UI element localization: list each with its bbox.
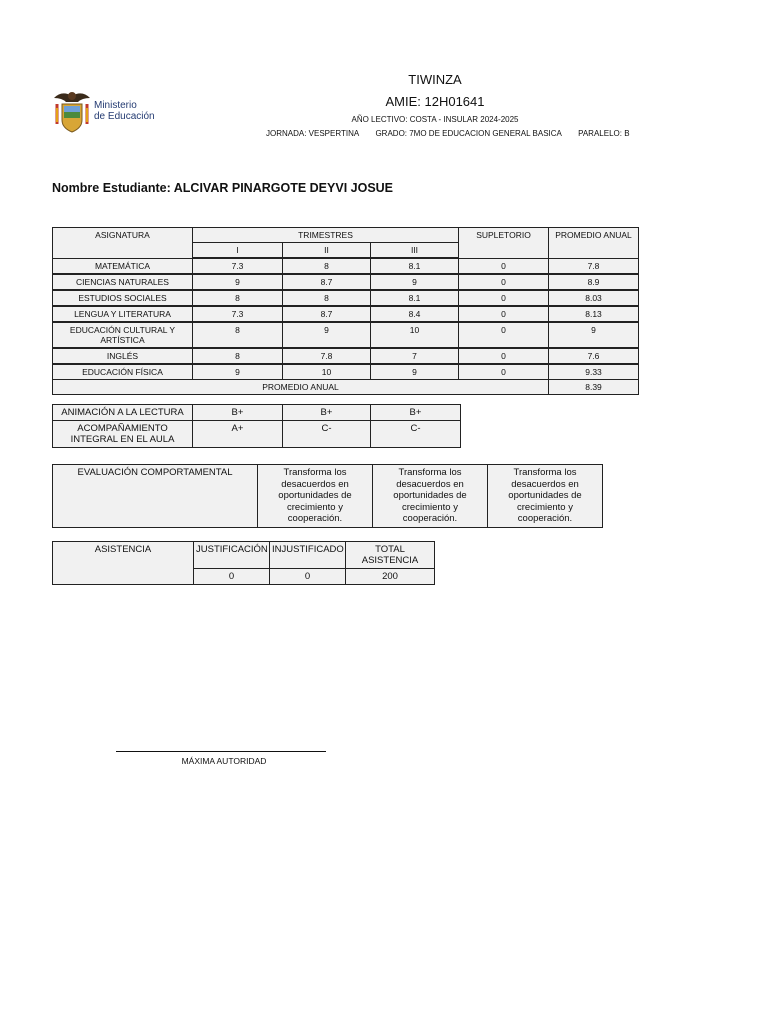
- header-justified: JUSTIFICACIÓN: [194, 542, 270, 569]
- grado: GRADO: 7MO DE EDUCACION GENERAL BASICA: [375, 129, 562, 138]
- header-details: [266, 129, 644, 138]
- amie-code: AMIE: 12H01641: [385, 94, 485, 109]
- average-cell: 8.03: [549, 290, 639, 306]
- table-row: [53, 274, 639, 290]
- qualitative-label: ACOMPAÑAMIENTO INTEGRAL EN EL AULA: [53, 421, 193, 448]
- average-cell: 7.6: [549, 348, 639, 364]
- qualitative-label: ANIMACIÓN A LA LECTURA: [53, 405, 193, 421]
- subject-cell: CIENCIAS NATURALES: [53, 274, 193, 290]
- total-row: [53, 380, 639, 395]
- attendance-table: [52, 541, 435, 585]
- term-1-cell: 7.3: [193, 306, 283, 322]
- behavior-term-3: Transforma los desacuerdos en oportunidades de crecimiento y cooperación.: [488, 465, 603, 528]
- header-term-3: III: [371, 243, 459, 259]
- supletorio-cell: 0: [459, 290, 549, 306]
- signature-line: [116, 751, 326, 752]
- term-3-cell: C-: [371, 421, 461, 448]
- term-2-cell: 8.7: [283, 274, 371, 290]
- table-row: [53, 542, 435, 569]
- header-terms: TRIMESTRES: [193, 228, 459, 243]
- supletorio-cell: 0: [459, 306, 549, 322]
- term-3-cell: 8.1: [371, 258, 459, 274]
- header-total-attendance: TOTAL ASISTENCIA: [346, 542, 435, 569]
- term-3-cell: 9: [371, 364, 459, 380]
- paralelo: PARALELO: B: [578, 129, 630, 138]
- term-2-cell: 8: [283, 290, 371, 306]
- behavior-term-1: Transforma los desacuerdos en oportunidades de crecimiento y cooperación.: [258, 465, 373, 528]
- term-2-cell: 8: [283, 258, 371, 274]
- subject-cell: LENGUA Y LITERATURA: [53, 306, 193, 322]
- term-1-cell: 8: [193, 322, 283, 348]
- term-3-cell: 8.4: [371, 306, 459, 322]
- table-row: [53, 348, 639, 364]
- term-2-cell: C-: [283, 421, 371, 448]
- term-1-cell: 9: [193, 274, 283, 290]
- total-value: 8.39: [549, 380, 639, 395]
- average-cell: 9: [549, 322, 639, 348]
- average-cell: 8.9: [549, 274, 639, 290]
- average-cell: 7.8: [549, 258, 639, 274]
- unjustified-value: 0: [270, 569, 346, 585]
- header-subject: ASIGNATURA: [53, 228, 193, 259]
- term-1-cell: 8: [193, 348, 283, 364]
- term-2-cell: 7.8: [283, 348, 371, 364]
- subject-cell: ESTUDIOS SOCIALES: [53, 290, 193, 306]
- table-row: [53, 306, 639, 322]
- term-2-cell: B+: [283, 405, 371, 421]
- term-1-cell: 7.3: [193, 258, 283, 274]
- term-1-cell: 9: [193, 364, 283, 380]
- supletorio-cell: 0: [459, 348, 549, 364]
- total-label: PROMEDIO ANUAL: [53, 380, 549, 395]
- behavior-table: [52, 464, 603, 528]
- ministry-name-line1: Ministerio: [94, 100, 137, 111]
- table-row: [53, 290, 639, 306]
- behavior-label: EVALUACIÓN COMPORTAMENTAL: [53, 465, 258, 528]
- table-row: [53, 364, 639, 380]
- table-row: [53, 322, 639, 348]
- subject-cell: INGLÉS: [53, 348, 193, 364]
- term-1-cell: 8: [193, 290, 283, 306]
- supletorio-cell: 0: [459, 258, 549, 274]
- term-3-cell: 8.1: [371, 290, 459, 306]
- subject-cell: EDUCACIÓN FÍSICA: [53, 364, 193, 380]
- subject-cell: MATEMÁTICA: [53, 258, 193, 274]
- grades-table: [52, 227, 639, 395]
- supletorio-cell: 0: [459, 322, 549, 348]
- average-cell: 9.33: [549, 364, 639, 380]
- ministry-name-line2: de Educación: [94, 111, 155, 122]
- term-3-cell: B+: [371, 405, 461, 421]
- term-1-cell: A+: [193, 421, 283, 448]
- student-name: Nombre Estudiante: ALCIVAR PINARGOTE DEYVI JOSUE: [52, 181, 394, 195]
- table-row: [53, 258, 639, 274]
- school-year: AÑO LECTIVO: COSTA - INSULAR 2024-2025: [351, 115, 519, 124]
- behavior-term-2: Transforma los desacuerdos en oportunidades de crecimiento y cooperación.: [373, 465, 488, 528]
- average-cell: 8.13: [549, 306, 639, 322]
- subject-cell: EDUCACIÓN CULTURAL Y ARTÍSTICA: [53, 322, 193, 348]
- qualitative-table: [52, 404, 461, 448]
- header-unjustified: INJUSTIFICADO: [270, 542, 346, 569]
- header-term-1: I: [193, 243, 283, 259]
- attendance-label: ASISTENCIA: [53, 542, 194, 585]
- supletorio-cell: 0: [459, 274, 549, 290]
- supletorio-cell: 0: [459, 364, 549, 380]
- term-1-cell: B+: [193, 405, 283, 421]
- table-row: [53, 421, 461, 448]
- table-row: [53, 465, 603, 528]
- jornada: JORNADA: VESPERTINA: [266, 129, 360, 138]
- term-3-cell: 10: [371, 322, 459, 348]
- term-3-cell: 9: [371, 274, 459, 290]
- term-3-cell: 7: [371, 348, 459, 364]
- justified-value: 0: [194, 569, 270, 585]
- signature-label: MÁXIMA AUTORIDAD: [181, 756, 267, 766]
- term-2-cell: 9: [283, 322, 371, 348]
- term-2-cell: 8.7: [283, 306, 371, 322]
- school-name: TIWINZA: [408, 72, 462, 87]
- table-row: [53, 405, 461, 421]
- total-attendance-value: 200: [346, 569, 435, 585]
- header-annual-average: PROMEDIO ANUAL: [549, 228, 639, 259]
- term-2-cell: 10: [283, 364, 371, 380]
- header-supletorio: SUPLETORIO: [459, 228, 549, 259]
- header-term-2: II: [283, 243, 371, 259]
